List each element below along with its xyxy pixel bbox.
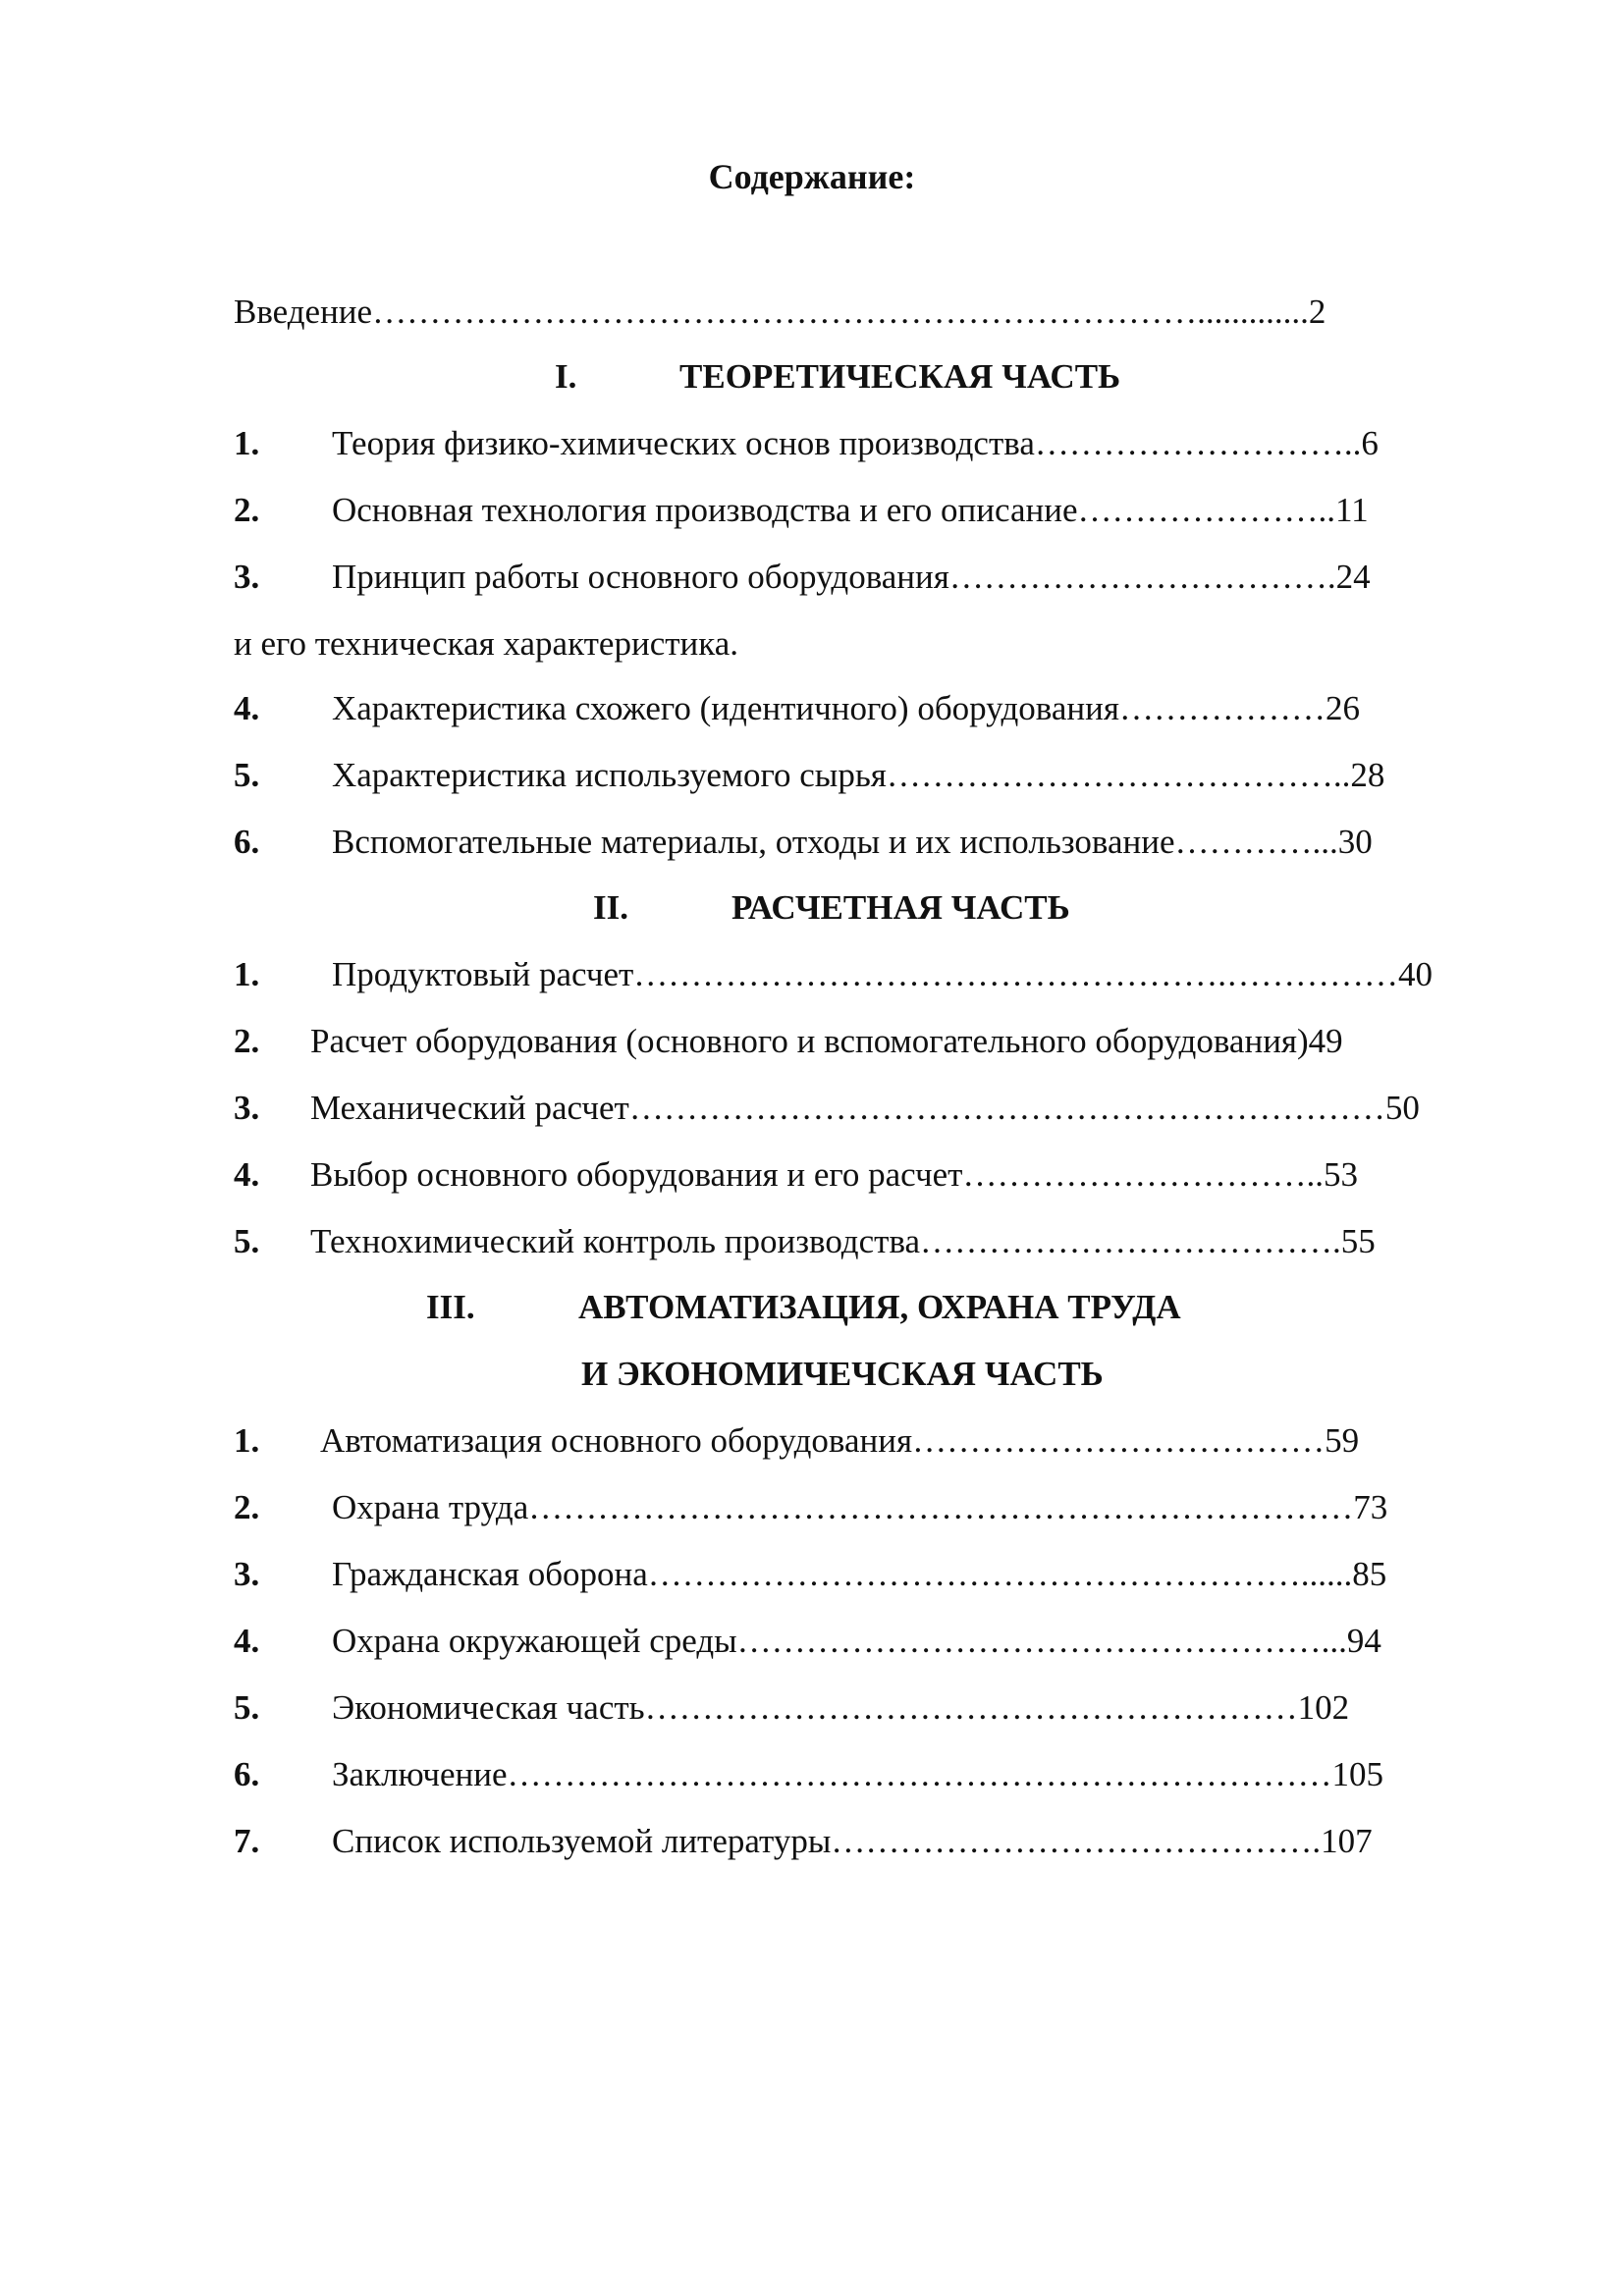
toc-item-text: Теория физико-химических основ производства………………………..6 [332,424,1379,462]
toc-item-number: 3. [234,1555,260,1593]
toc-item-number: 4. [234,1155,260,1194]
toc-item-number: 2. [234,491,260,529]
toc-item-text: Вспомогательные материалы, отходы и их использование…………...30 [332,823,1373,861]
toc-item-number: 2. [234,1022,260,1060]
toc-item-number: 1. [234,424,260,462]
section-3-roman: III. [426,1288,475,1326]
toc-item-text: Охрана окружающей среды……………………………………………...94 [332,1622,1381,1660]
section-2-roman: II. [593,888,628,927]
toc-item-number: 2. [234,1488,260,1526]
toc-item-text: Технохимический контроль производства……………………………….55 [310,1222,1376,1260]
toc-item-intro: Введение……………………………………………………………….............2 [234,293,1326,331]
toc-item-text: Продуктовый расчет…………………………………………….……………40 [332,955,1434,993]
toc-item-text: Принцип работы основного оборудования…………………………….24 [332,558,1371,596]
toc-item-number: 6. [234,823,260,861]
section-1-roman: I. [555,357,577,396]
toc-item-number: 5. [234,1688,260,1727]
toc-item-number: 1. [234,955,260,993]
toc-item-number: 5. [234,756,260,794]
toc-item-text: Характеристика используемого сырья…………………………………..28 [332,756,1385,794]
section-1-title: ТЕОРЕТИЧЕСКАЯ ЧАСТЬ [679,357,1121,396]
toc-item-number: 3. [234,1089,260,1127]
toc-item-number: 1. [234,1421,260,1460]
toc-item-number: 4. [234,1622,260,1660]
page-title: Содержание: [708,157,916,196]
toc-item-number: 7. [234,1822,260,1860]
toc-item-text: Охрана труда………………………………………………………………73 [332,1488,1388,1526]
toc-item-text: Характеристика схожего (идентичного) оборудования………………26 [332,689,1360,727]
toc-item-number: 5. [234,1222,260,1260]
toc-item-text: Список используемой литературы…………………………………….107 [332,1822,1373,1860]
toc-item-number: 3. [234,558,260,596]
toc-item-text: Механический расчет…………………………………………………………50 [310,1089,1420,1127]
toc-item-text: Выбор основного оборудования и его расчет…………………………..53 [310,1155,1358,1194]
toc-item-text: Экономическая часть…………………………………………………102 [332,1688,1350,1727]
section-2-title: РАСЧЕТНАЯ ЧАСТЬ [731,888,1070,927]
toc-item-text: Расчет оборудования (основного и вспомогательного оборудования)49 [310,1022,1343,1060]
toc-item-text: Заключение………………………………………………………………105 [332,1755,1383,1793]
toc-item-number: 6. [234,1755,260,1793]
toc-item-continuation: и его техническая характеристика. [234,624,739,663]
section-3-title-line2: И ЭКОНОМИЧЕЧСКАЯ ЧАСТЬ [581,1355,1104,1393]
toc-item-text: Автоматизация основного оборудования………………………………59 [320,1421,1360,1460]
toc-item-number: 4. [234,689,260,727]
toc-item-text: Основная технология производства и его описание…………………..11 [332,491,1369,529]
toc-item-text: Гражданская оборона…………………………………………………......85 [332,1555,1387,1593]
section-3-title: АВТОМАТИЗАЦИЯ, ОХРАНА ТРУДА [578,1288,1181,1326]
